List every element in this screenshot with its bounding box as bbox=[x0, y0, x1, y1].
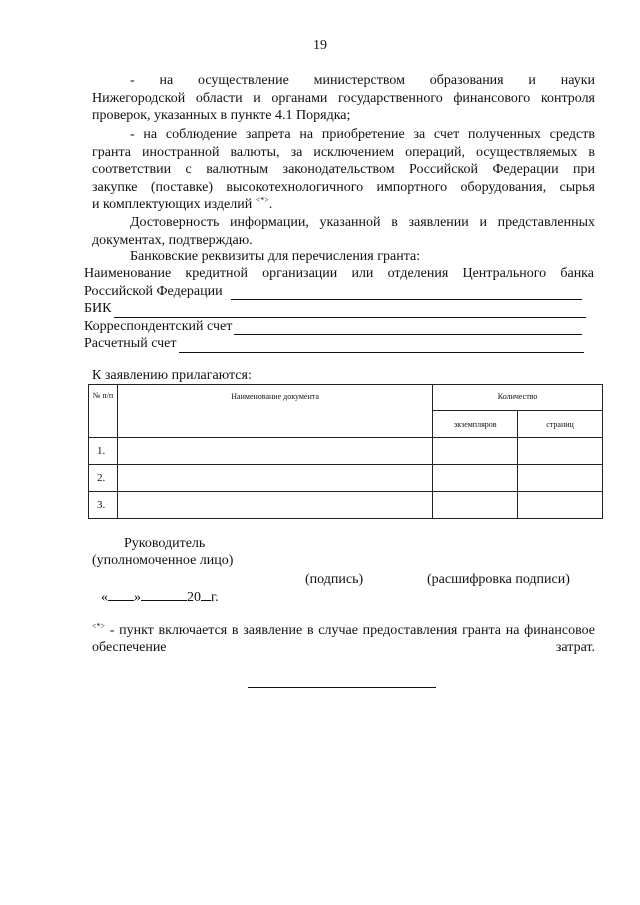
confirmation-paragraph bbox=[92, 214, 595, 249]
document-name-cell[interactable] bbox=[117, 492, 432, 519]
year-blank[interactable] bbox=[201, 588, 211, 601]
settlement-account-field[interactable] bbox=[84, 335, 594, 353]
correspondent-account-field[interactable] bbox=[84, 318, 594, 336]
col-number-header: № п/п bbox=[89, 385, 118, 438]
document-name-cell[interactable] bbox=[117, 438, 432, 465]
table-row bbox=[89, 438, 603, 465]
text-fragment: и комплектующих изделий bbox=[92, 197, 253, 212]
pages-cell[interactable] bbox=[518, 438, 603, 465]
col-pages-header: страниц bbox=[518, 411, 603, 438]
text-line: соответствии с валютным законодательством Российской Федерации при bbox=[92, 162, 595, 177]
text-line: Банковские реквизиты для перечисления гранта: bbox=[130, 249, 421, 264]
table-row bbox=[89, 465, 603, 492]
col-copies-header: экземпляров bbox=[433, 411, 518, 438]
bank-details-heading bbox=[92, 248, 595, 266]
footnote-marker: <*> bbox=[92, 621, 106, 631]
text-fragment: . bbox=[268, 197, 273, 212]
col-name-header: Наименование документа bbox=[117, 385, 432, 438]
date-quote-open: « bbox=[101, 590, 108, 605]
pages-cell[interactable] bbox=[518, 492, 603, 519]
fill-line bbox=[231, 286, 582, 300]
pages-cell[interactable] bbox=[518, 465, 603, 492]
text-line: гранта иностранной валюты, за исключением операций, осуществляемых в bbox=[92, 144, 595, 160]
fill-line bbox=[234, 321, 582, 335]
date-quote-close: » bbox=[134, 590, 141, 605]
footnote-marker: <*> bbox=[255, 195, 269, 205]
correspondent-account-label: Корреспондентский счет bbox=[84, 318, 233, 334]
copies-cell[interactable] bbox=[433, 438, 518, 465]
table-header-row bbox=[89, 385, 603, 411]
bik-label: БИК bbox=[84, 301, 112, 316]
page-number: 19 bbox=[313, 38, 327, 53]
attachments-title: К заявлению прилагаются: bbox=[92, 368, 252, 383]
signatory-subtitle: (уполномоченное лицо) bbox=[92, 553, 234, 568]
date-year-prefix: 20 bbox=[187, 590, 201, 605]
consent-paragraph-2 bbox=[92, 126, 595, 214]
text-line: документах, подтверждаю. bbox=[92, 232, 253, 248]
bank-org-field[interactable] bbox=[84, 283, 594, 301]
row-number: 2. bbox=[89, 465, 118, 492]
text-line: Нижегородской области и органами государственного финансового контроля bbox=[92, 90, 595, 106]
bank-org-label-2: Российской Федерации bbox=[84, 283, 223, 299]
row-number: 3. bbox=[89, 492, 118, 519]
fill-line bbox=[179, 339, 584, 353]
consent-paragraph-1 bbox=[92, 72, 595, 125]
text-line: закупке (поставке) высокотехнологичного импортного оборудования, сырья bbox=[92, 179, 595, 195]
attachments-table bbox=[88, 384, 603, 519]
month-blank[interactable] bbox=[141, 588, 187, 601]
signature-decode-label: (расшифровка подписи) bbox=[427, 572, 570, 587]
copies-cell[interactable] bbox=[433, 492, 518, 519]
col-quantity-header: Количество bbox=[433, 385, 603, 411]
footnote-text: - пункт включается в заявление в случае предоставления гранта на финансовое обеспечение затрат. bbox=[92, 623, 595, 655]
table-row bbox=[89, 492, 603, 519]
date-field[interactable] bbox=[101, 588, 219, 606]
day-blank[interactable] bbox=[108, 588, 134, 601]
end-divider bbox=[248, 687, 436, 688]
footnote bbox=[92, 622, 595, 656]
text-line: проверок, указанных в пункте 4.1 Порядка; bbox=[92, 108, 351, 123]
copies-cell[interactable] bbox=[433, 465, 518, 492]
bank-details bbox=[84, 265, 594, 353]
bank-org-label: Наименование кредитной организации или отделения Центрального банка bbox=[84, 266, 594, 281]
document-name-cell[interactable] bbox=[117, 465, 432, 492]
fill-line bbox=[114, 304, 587, 318]
text-line: Достоверность информации, указанной в заявлении и представленных bbox=[130, 215, 595, 230]
settlement-account-label: Расчетный счет bbox=[84, 336, 177, 351]
row-number: 1. bbox=[89, 438, 118, 465]
footnote-line bbox=[92, 622, 595, 656]
text-line bbox=[92, 196, 595, 214]
text-line: - на соблюдение запрета на приобретение за счет полученных средств bbox=[130, 127, 595, 142]
date-year-suffix: г. bbox=[211, 590, 219, 605]
signature-label: (подпись) bbox=[305, 572, 364, 587]
signatory-title: Руководитель bbox=[124, 536, 206, 551]
bik-field[interactable] bbox=[84, 300, 594, 318]
text-line: - на осуществление министерством образования и науки bbox=[130, 73, 595, 88]
